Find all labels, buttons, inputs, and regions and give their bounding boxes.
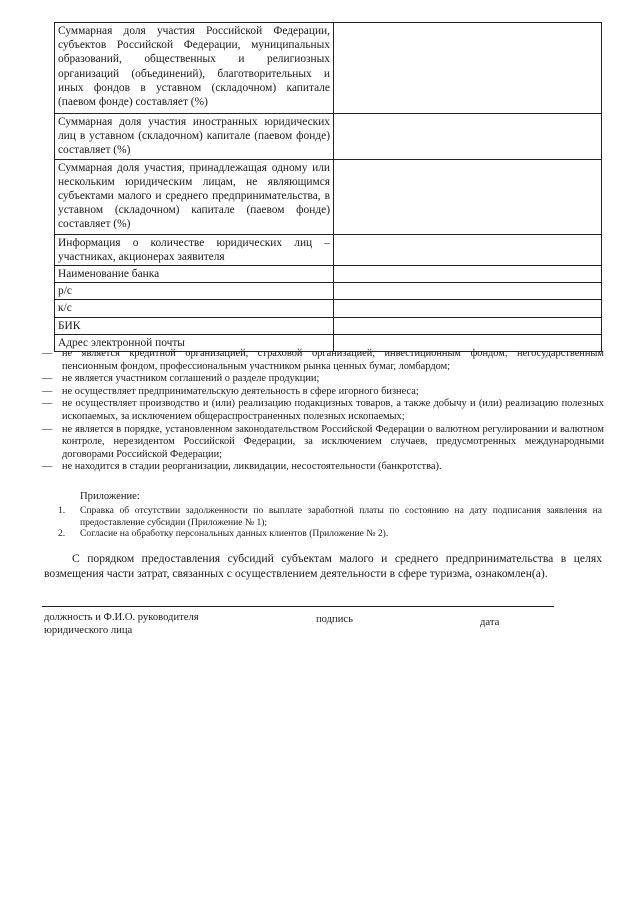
list-item	[42, 398, 604, 423]
row-value[interactable]	[334, 23, 602, 114]
row-value[interactable]	[334, 300, 602, 317]
eligibility-list	[42, 348, 604, 474]
item-number: 2.	[58, 528, 66, 540]
row-value[interactable]	[334, 266, 602, 283]
row-label: Информация о количестве юридических лиц – участниках, акционерах заявителя	[55, 234, 334, 265]
dash-marker: —	[42, 348, 53, 359]
dash-marker: —	[42, 398, 53, 410]
list-item	[58, 528, 602, 540]
attachments-title: Приложение:	[80, 491, 140, 502]
table-row	[55, 159, 602, 234]
dash-marker: —	[42, 423, 53, 435]
dash-marker: —	[42, 461, 53, 473]
table-row	[55, 114, 602, 160]
table-row	[55, 317, 602, 334]
date-label: дата	[480, 617, 500, 628]
row-value[interactable]	[334, 114, 602, 160]
list-item-text: не является кредитной организацией, страховой организацией, инвестиционным фондом, негосударственным пенсионным фондом, профессиональным участником рынка ценных бумаг, ломбардом;	[62, 348, 604, 372]
applicant-info-table	[54, 22, 602, 352]
position-name-label: должность и Ф.И.О. руководителя юридического лица	[44, 612, 199, 636]
table-row	[55, 283, 602, 300]
list-item	[42, 424, 604, 462]
list-item	[42, 386, 604, 399]
row-label: БИК	[55, 317, 334, 334]
table-row	[55, 234, 602, 265]
row-value[interactable]	[334, 234, 602, 265]
row-value[interactable]	[334, 317, 602, 334]
list-item-text: не находится в стадии реорганизации, ликвидации, несостоятельности (банкротства).	[62, 461, 442, 473]
dash-marker: —	[42, 373, 53, 385]
row-label: Суммарная доля участия иностранных юридических лиц в уставном (складочном) капитале (паевом фонде) составляет (%)	[55, 114, 334, 160]
table-row	[55, 23, 602, 114]
list-item-text: Согласие на обработку персональных данных клиентов (Приложение № 2).	[80, 528, 389, 540]
row-label: Суммарная доля участия Российской Федерации, субъектов Российской Федерации, муниципальных образований, общественных и религиозных организаций (объединений), благотворительных и иных фондов в уставном (складочном) капитале (паевом фонде) составляет (%)	[55, 23, 334, 114]
list-item	[42, 461, 604, 474]
row-value[interactable]	[334, 283, 602, 300]
row-label: Суммарная доля участия, принадлежащая одному или нескольким юридическим лицам, не являющимся субъектами малого и среднего предпринимательства, в уставном (складочном) капитале (паевом фонде) составляет (%)	[55, 159, 334, 234]
row-label: к/с	[55, 300, 334, 317]
row-value[interactable]	[334, 159, 602, 234]
list-item-text: не является в порядке, установленном законодательством Российской Федерации о валютном регулировании и валютном контроле, нерезидентом Российской Федерации, за исключением случаев, предусмотренных международными договорами Российской Федерации;	[62, 423, 604, 460]
row-label: Наименование банка	[55, 266, 334, 283]
dash-marker: —	[42, 385, 53, 397]
acknowledgement-text: С порядком предоставления субсидий субъектам малого и среднего предпринимательства в целях возмещения части затрат, связанных с осуществлением деятельности в сфере туризма, ознакомлен(а).	[44, 552, 602, 580]
attachments-list	[58, 505, 602, 540]
list-item-text: не является участником соглашений о разделе продукции;	[62, 373, 320, 385]
list-item	[42, 373, 604, 386]
table-row	[55, 300, 602, 317]
signature-line	[42, 606, 554, 607]
list-item	[58, 505, 602, 528]
list-item-text: Справка об отсутствии задолженности по выплате заработной платы по состоянию на дату подписания заявления на предоставление субсидии (Приложение № 1);	[80, 505, 602, 528]
table-row	[55, 266, 602, 283]
item-number: 1.	[58, 505, 66, 516]
signature-label: подпись	[316, 614, 353, 625]
row-label: Адрес электронной почты	[55, 334, 334, 351]
list-item-text: не осуществляет производство и (или) реализацию подакцизных товаров, а также добычу и (или) реализацию полезных ископаемых, за исключением общераспространенных полезных ископаемых;	[62, 398, 604, 422]
list-item	[42, 348, 604, 373]
row-label: р/с	[55, 283, 334, 300]
list-item-text: не осуществляет предпринимательскую деятельность в сфере игорного бизнеса;	[62, 385, 419, 397]
